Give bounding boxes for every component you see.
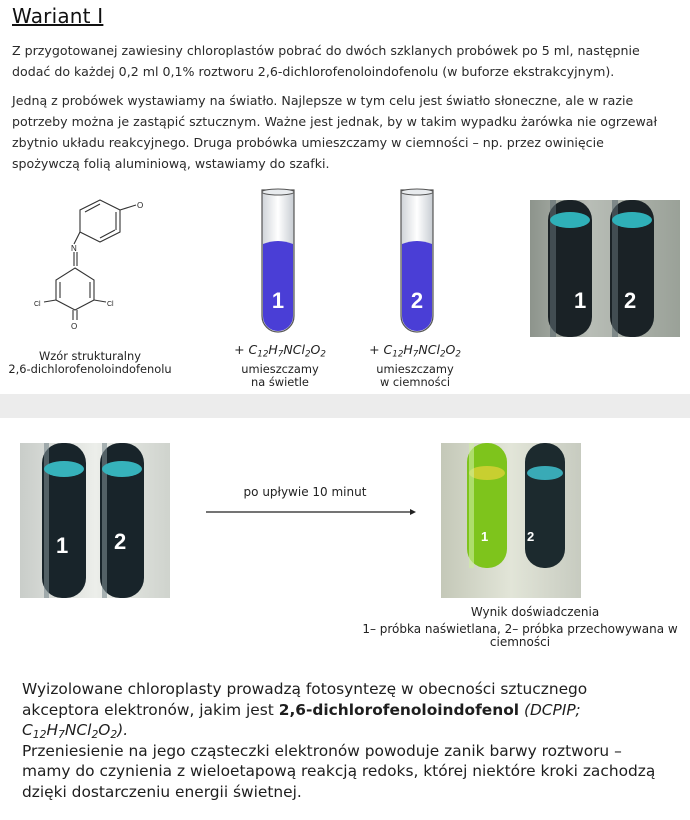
formula-part: 7 <box>412 349 419 360</box>
photo-label-1: 1 <box>56 533 69 558</box>
formula-part: H <box>46 721 59 739</box>
summary-line: Przeniesienie na jego cząsteczki elektronów powoduje zanik barwy roztworu – <box>22 741 622 760</box>
arrow-right-icon <box>204 506 418 518</box>
summary-text: (DCPIP; C <box>22 700 581 739</box>
photo-label-2: 2 <box>527 529 535 544</box>
tube2-caption <box>350 363 480 389</box>
formula-part: + <box>234 342 249 357</box>
formula-part: O <box>445 342 456 357</box>
photo-tubes-after <box>441 443 581 598</box>
tube1-caption <box>215 363 345 389</box>
structure-caption-line: 2,6-dichlorofenoloindofenolu <box>8 362 172 376</box>
arrow-label: po upływie 10 minut <box>243 485 367 499</box>
structure-caption <box>0 350 180 376</box>
summary-line: Wyizolowane chloroplasty prowadzą fotosyntezę w obecności sztucznego <box>22 680 588 698</box>
intro-line: Z przygotowanej zawiesiny chloroplastów pobrać do dwóch szklanych probówek po 5 ml, następnie <box>12 43 640 58</box>
test-tube-1 <box>258 188 298 338</box>
tube-number-2: 2 <box>410 288 424 313</box>
dcpip-name: 2,6-dichlorofenoloindofenol <box>278 700 520 719</box>
formula-part: 7 <box>277 349 284 360</box>
intro-line: spożywczą folią aluminiową, wstawiamy do szafki. <box>12 156 330 171</box>
photo-label-1: 1 <box>481 529 489 544</box>
tube1-formula <box>215 342 345 360</box>
formula-part: H <box>403 342 413 357</box>
photo-tubes-before-drawing <box>20 443 170 598</box>
formula-part: O <box>310 342 321 357</box>
section-divider <box>0 394 690 418</box>
atom-n-label: N <box>71 244 77 253</box>
formula-part: 2 <box>304 349 311 360</box>
formula-part: 2 <box>110 728 118 742</box>
photo-tubes-start-drawing <box>530 200 680 337</box>
photo-label-2: 2 <box>624 288 637 313</box>
tube2-formula <box>350 342 480 360</box>
result-title: Wynik doświadczenia <box>470 605 600 619</box>
page-title: Wariant I <box>12 4 104 28</box>
result-caption <box>380 606 690 619</box>
result-description <box>350 623 690 649</box>
formula-part: O <box>98 721 111 739</box>
formula-part: 12 <box>392 349 404 360</box>
intro-line: zbytnio układu reakcyjnego. Druga probówka umieszczamy w ciemności – np. przez owinięcie <box>12 135 604 150</box>
photo-tubes-before <box>20 443 170 598</box>
summary-line: dzięki dostarczeniu energii świetnej. <box>22 782 302 801</box>
photo-tubes-start <box>530 200 680 337</box>
photo-label-1: 1 <box>574 288 587 313</box>
summary-text: akceptora elektronów, jakim jest <box>22 700 279 719</box>
summary-line <box>22 700 688 741</box>
intro-line: Jedną z probówek wystawiamy na światło. Najlepsze w tym celu jest światło słoneczne, ale w razie <box>12 93 634 108</box>
formula-part: 7 <box>58 728 65 742</box>
photo-label-2: 2 <box>114 529 127 554</box>
tube-caption-line: umieszczamy <box>376 362 454 376</box>
formula-part: C <box>383 342 393 357</box>
formula-part: 2 <box>455 349 461 360</box>
formula-part: NCl <box>64 721 92 739</box>
intro-line: dodać do każdej 0,2 ml 0,1% roztworu 2,6-dichlorofenoloindofenolu (w buforze ekstrakcyjnym). <box>12 64 615 79</box>
summary-text: ). <box>117 721 129 739</box>
atom-o-label: O <box>137 201 144 210</box>
tube-caption-line: umieszczamy <box>241 362 319 376</box>
tube-caption-line: w ciemności <box>379 375 451 389</box>
structural-formula <box>20 196 170 336</box>
summary-paragraph <box>22 679 688 802</box>
formula-part: H <box>268 342 278 357</box>
intro-paragraph-1 <box>12 40 688 82</box>
formula-part: 2 <box>439 349 446 360</box>
atom-cl-label: Cl <box>34 301 41 308</box>
formula-part: C <box>248 342 258 357</box>
result-line: ciemności <box>489 635 551 649</box>
atom-o-label: O <box>71 322 78 331</box>
formula-part: 12 <box>257 349 269 360</box>
tube-number-1: 1 <box>271 288 285 313</box>
photo-tubes-after-drawing <box>441 443 581 598</box>
intro-line: potrzeby można je zastąpić sztucznym. Ważne jest jednak, by w takim wypadku żarówka nie ogrzewał <box>12 114 658 129</box>
formula-part: 2 <box>91 728 99 742</box>
atom-cl-label: Cl <box>107 301 114 308</box>
formula-part: 12 <box>32 728 47 742</box>
test-tube-2 <box>397 188 437 338</box>
formula-part: + <box>369 342 384 357</box>
intro-paragraph-2 <box>12 90 688 174</box>
formula-part: 2 <box>320 349 326 360</box>
formula-part: NCl <box>283 342 305 357</box>
structure-caption-line: Wzór strukturalny <box>39 349 141 363</box>
tube-caption-line: na świetle <box>251 375 309 389</box>
summary-line: mamy do czynienia z wieloetapową reakcją redoks, której niektóre kroki zachodzą <box>22 762 656 780</box>
formula-part: NCl <box>418 342 440 357</box>
result-line: 1– próbka naświetlana, 2– próbka przechowywana w <box>362 622 678 636</box>
